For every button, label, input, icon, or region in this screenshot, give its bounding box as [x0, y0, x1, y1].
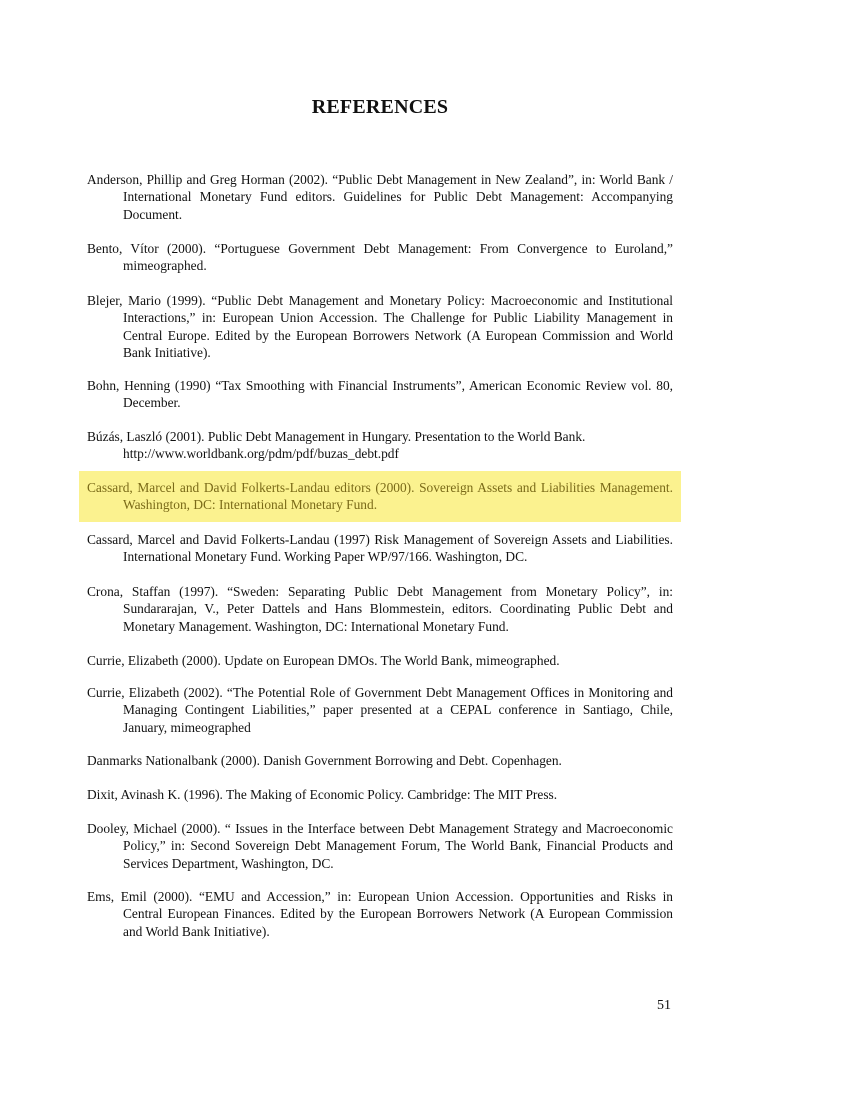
page-title: REFERENCES: [311, 96, 449, 118]
reference-cassard-2000-highlighted: Cassard, Marcel and David Folkerts-Landau editors (2000). Sovereign Assets and Liabilities Management. Washington, DC: International Monetary Fund.: [87, 480, 673, 513]
reference-currie-2000: Currie, Elizabeth (2000). Update on European DMOs. The World Bank, mimeographed.: [87, 653, 560, 668]
reference-buzas-2001: Búzás, Laszló (2001). Public Debt Management in Hungary. Presentation to the World Bank. http://www.worldbank.org/pdm/pdf/buzas_debt.pdf: [87, 429, 586, 462]
page-number: 51: [657, 998, 671, 1013]
reference-dooley-2000: Dooley, Michael (2000). “ Issues in the Interface between Debt Management Strategy and Macroeconomic Policy,” in: Second Sovereign Debt Management Forum, The World Bank, Financial Products and Services Department, Washington, DC.: [87, 821, 673, 871]
reference-bento-2000: Bento, Vítor (2000). “Portuguese Government Debt Management: From Convergence to Euroland,” mimeographed.: [87, 241, 673, 274]
reference-danmarks-2000: Danmarks Nationalbank (2000). Danish Government Borrowing and Debt. Copenhagen.: [87, 753, 562, 768]
reference-crona-1997: Crona, Staffan (1997). “Sweden: Separating Public Debt Management from Monetary Policy”, in: Sundararajan, V., Peter Dattels and Hans Blommestein, editors. Coordinating Public Debt and Monetary Management. Washington, DC: International Monetary Fund.: [87, 584, 673, 634]
reference-ems-2000: Ems, Emil (2000). “EMU and Accession,” in: European Union Accession. Opportunities and Risks in Central European Finances. Edited by the European Borrowers Network (A European Commission and World Bank Initiative).: [87, 889, 673, 939]
reference-currie-2002: Currie, Elizabeth (2002). “The Potential Role of Government Debt Management Offices in Monitoring and Managing Contingent Liabilities,” paper presented at a CEPAL conference in Santiago, Chile, January, mimeographed: [87, 685, 673, 735]
reference-bohn-1990: Bohn, Henning (1990) “Tax Smoothing with Financial Instruments”, American Economic Review vol. 80, December.: [87, 378, 673, 411]
reference-dixit-1996: Dixit, Avinash K. (1996). The Making of Economic Policy. Cambridge: The MIT Press.: [87, 787, 558, 802]
reference-anderson-2002: Anderson, Phillip and Greg Horman (2002). “Public Debt Management in New Zealand”, in: World Bank / International Monetary Fund editors. Guidelines for Public Debt Management: Accompanying Document.: [87, 172, 673, 222]
reference-blejer-1999: Blejer, Mario (1999). “Public Debt Management and Monetary Policy: Macroeconomic and Institutional Interactions,” in: European Union Accession. The Challenge for Public Liability Management in Central Europe. Edited by the European Borrowers Network (A European Commission and World Bank Initiative).: [87, 293, 673, 361]
reference-cassard-1997: Cassard, Marcel and David Folkerts-Landau (1997) Risk Management of Sovereign Assets and Liabilities. International Monetary Fund. Working Paper WP/97/166. Washington, DC.: [87, 532, 673, 565]
